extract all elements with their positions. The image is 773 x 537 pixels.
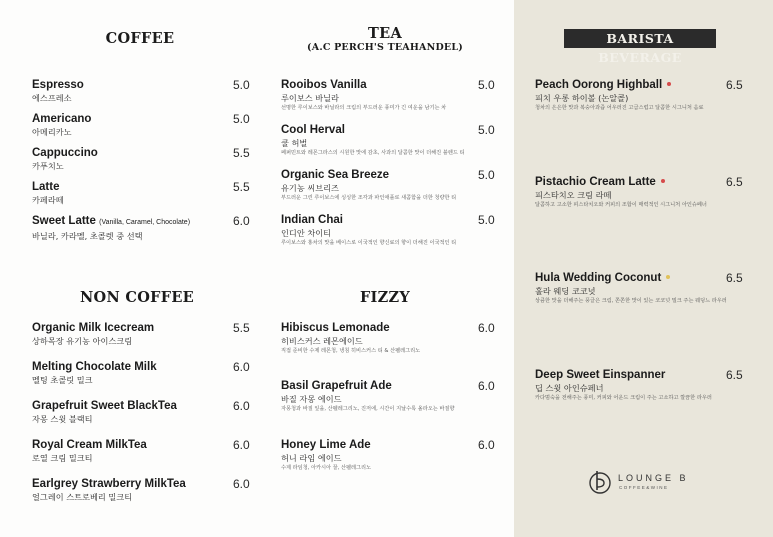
item-description: 카다멈숙을 전해주는 풍미, 커피와 어운드 크림이 주는 고소하고 깔끔한 라우러: [535, 395, 712, 401]
section-title-tea: TEA: [368, 25, 402, 42]
menu-item-organic-sea-breeze: [281, 168, 456, 203]
item-description: 루이보스와 홍차의 맛을 베이스로 이국적인 향신료의 향이 더해진 이국적인 티: [281, 240, 457, 246]
item-name-korean: 훌라 웨딩 코코넛: [535, 286, 596, 296]
item-name: Espresso: [32, 79, 84, 91]
menu-item-pistachio-cream-latte: [535, 175, 707, 210]
item-name-korean: 유기농 씨브리즈: [281, 183, 339, 193]
signature-dot-icon: [667, 82, 671, 86]
item-name: Organic Sea Breeze: [281, 169, 390, 181]
item-price: 6.0: [478, 379, 495, 393]
item-name-korean: 인디안 차이티: [281, 228, 332, 238]
item-description: 수제 라임청, 아카시아 꿀, 산펠레그리노: [281, 465, 372, 471]
item-name-korean: 허니 라임 에이드: [281, 453, 342, 463]
signature-dot-icon: [666, 275, 670, 279]
item-name-korean: 상하목장 유기농 아이스크림: [32, 336, 133, 346]
item-description: 페퍼민트와 레몬그라스의 시원한 맛에 감초, 사과의 달콤한 맛이 더해진 블렌드 티: [281, 150, 465, 156]
item-name-korean: 바닐라, 카라멜, 초콜렛 중 선택: [32, 231, 143, 241]
item-price: 6.5: [726, 175, 743, 189]
menu-item-grapefruit-sweet-blacktea: [32, 399, 177, 425]
item-name-korean: 자몽 스윗 블랙티: [32, 414, 93, 424]
item-name: Organic Milk Icecream: [32, 322, 155, 334]
item-name: Indian Chai: [281, 214, 343, 226]
item-name-korean: 로열 크림 밀크티: [32, 453, 93, 463]
item-price: 6.5: [726, 271, 743, 285]
menu-item-basil-grapefruit-ade: [281, 379, 454, 414]
item-name: Royal Cream MilkTea: [32, 439, 147, 451]
item-price: 6.0: [478, 321, 495, 335]
item-name-korean: 카페라떼: [32, 195, 64, 205]
menu-item-indian-chai: [281, 213, 456, 248]
menu-item-royal-cream-milktea: [32, 438, 147, 464]
item-price: 6.0: [233, 438, 250, 452]
item-price: 5.5: [233, 321, 250, 335]
item-name-korean: 쿨 허벌: [281, 138, 308, 148]
item-price: 5.0: [478, 213, 495, 227]
signature-dot-icon: [661, 179, 665, 183]
item-note: (Vanilla, Caramel, Chocolate): [99, 219, 191, 226]
menu-item-latte: [32, 180, 64, 206]
item-name: Hula Wedding Coconut: [535, 272, 662, 284]
item-name: Hibiscus Lemonade: [281, 322, 390, 334]
logo-name: LOUNGE B: [618, 473, 689, 483]
menu-item-americano: [32, 112, 91, 138]
section-subtitle-tea: (A.C PERCH'S TEAHANDEL): [307, 42, 463, 53]
item-name: Cool Herval: [281, 124, 345, 136]
item-description: 상큼한 맛을 더해주는 풍글은 크림, 쫀쫀한 맛이 있는 코코넛 밀크 주는 웨딩느 라우러: [535, 298, 727, 304]
item-name: Cappuccino: [32, 147, 98, 159]
item-name: Latte: [32, 181, 60, 193]
menu-item-sweet-latte: [32, 214, 190, 242]
item-name-korean: 카푸치노: [32, 161, 64, 171]
item-price: 5.0: [233, 112, 250, 126]
section-title-non-coffee: NON COFFEE: [79, 289, 195, 306]
lounge-b-logo-icon: [588, 469, 612, 495]
item-name-korean: 루이보스 바닐라: [281, 93, 339, 103]
menu-item-rooibos-vanilla: [281, 78, 446, 113]
menu-item-hula-wedding-coconut: [535, 271, 727, 306]
item-price: 5.0: [478, 78, 495, 92]
item-name: Rooibos Vanilla: [281, 79, 367, 91]
item-name-korean: 히비스커스 레몬에이드: [281, 336, 363, 346]
item-name-korean: 딥 스윗 아인슈페너: [535, 383, 604, 393]
item-description: 청차의 은은한 맛과 복숭아과즙 어우러진 고급스럽고 달콤한 시그니처 음료: [535, 105, 704, 111]
item-description: 자몽청과 바질 잎을, 산펠레그리노, 진저에, 시간이 지날수록 올라오는 바질향: [281, 406, 455, 412]
menu-item-cool-herval: [281, 123, 465, 158]
item-name: Peach Oorong Highball: [535, 79, 663, 91]
section-title-fizzy: FIZZY: [359, 289, 411, 306]
item-price: 6.0: [478, 438, 495, 452]
item-price: 5.0: [478, 123, 495, 137]
item-name-korean: 에스프레소: [32, 93, 72, 103]
menu-item-honey-lime-ade: [281, 438, 371, 473]
item-description: 직접 준비한 수제 레몬청, 냉침 히비스커스 티 & 산펠레그리노: [281, 348, 421, 354]
item-name: Melting Chocolate Milk: [32, 361, 157, 373]
item-name-korean: 멜팅 초콜릿 밀크: [32, 375, 93, 385]
item-name: Deep Sweet Einspanner: [535, 369, 666, 381]
menu-item-melting-chocolate-milk: [32, 360, 157, 386]
item-price: 5.0: [233, 78, 250, 92]
logo-subtitle: COFFEE&WINE: [619, 485, 669, 490]
item-name-korean: 피치 우롱 하이볼 (논알콜): [535, 93, 629, 103]
item-price: 6.0: [233, 399, 250, 413]
item-price: 6.5: [726, 78, 743, 92]
item-description: 달콤하고 고소한 피스타치오와 커피의 조합이 매력적인 시그니처 아인슈페너: [535, 202, 707, 208]
item-price: 6.5: [726, 368, 743, 382]
section-title-barista: BARISTA BEVERAGE: [564, 29, 716, 48]
item-description: 선명한 루이보스와 바닐라의 크림의 부드러운 풍미가 긴 여운을 남기는 차: [281, 105, 447, 111]
item-price: 5.5: [233, 180, 250, 194]
item-name-korean: 아메리카노: [32, 127, 72, 137]
item-name-korean: 피스타치오 크림 라떼: [535, 190, 612, 200]
item-price: 6.0: [233, 477, 250, 491]
item-name: Pistachio Cream Latte: [535, 176, 656, 188]
item-price: 6.0: [233, 360, 250, 374]
item-price: 6.0: [233, 214, 250, 228]
menu-item-deep-sweet-einspanner: [535, 368, 712, 403]
item-price: 5.0: [478, 168, 495, 182]
menu-item-hibiscus-lemonade: [281, 321, 420, 356]
item-name-korean: 바질 자몽 에이드: [281, 394, 342, 404]
menu-item-peach-oorong-highball: [535, 78, 704, 113]
menu-item-cappuccino: [32, 146, 98, 172]
menu-item-earlgrey-strawberry-milktea: [32, 477, 186, 503]
item-name: Grapefruit Sweet BlackTea: [32, 400, 177, 412]
item-name-korean: 얼그레이 스트로베리 밀크티: [32, 492, 133, 502]
item-description: 부드러운 그린 루이보스에 싱싱한 조각과 파인애플로 새콤함을 더한 청량한 티: [281, 195, 457, 201]
item-price: 5.5: [233, 146, 250, 160]
menu-item-organic-milk-icecream: [32, 321, 154, 347]
item-name: Honey Lime Ade: [281, 439, 371, 451]
item-name: Americano: [32, 113, 92, 125]
item-name: Sweet Latte: [32, 215, 96, 227]
item-name: Basil Grapefruit Ade: [281, 380, 392, 392]
menu-item-espresso: [32, 78, 84, 104]
item-name: Earlgrey Strawberry MilkTea: [32, 478, 186, 490]
section-title-coffee: COFFEE: [105, 30, 175, 47]
